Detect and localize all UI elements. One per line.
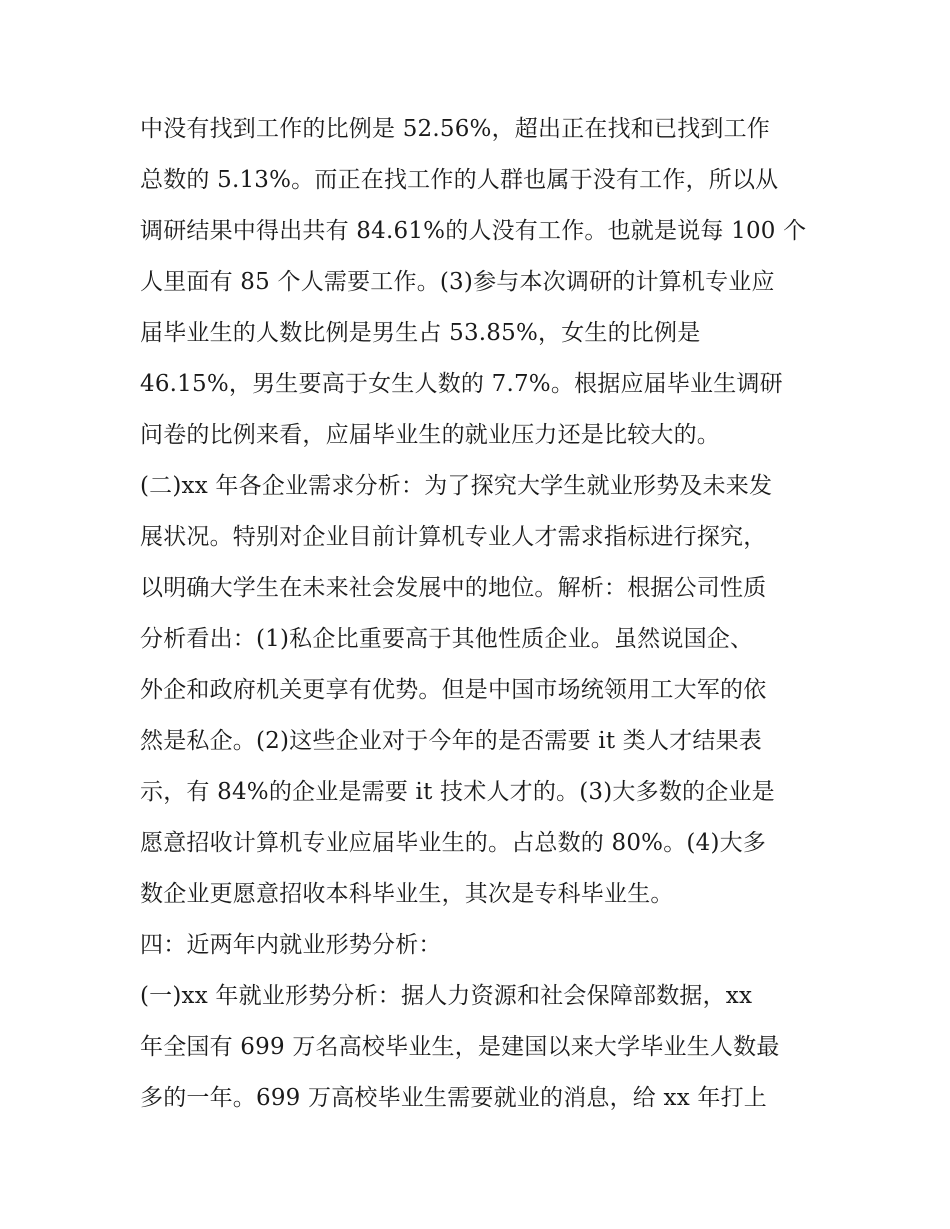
text-line: 分析看出：(1)私企比重要高于其他性质企业。虽然说国企、 [140,626,754,652]
text-line: 年全国有 699 万名高校毕业生，是建国以来大学毕业生人数最 [140,1034,780,1060]
text-line: 问卷的比例来看，应届毕业生的就业压力还是比较大的。 [140,422,720,448]
section-heading-line: (一)xx 年就业形势分析：据人力资源和社会保障部数据，xx [140,983,753,1009]
text-line: 展状况。特别对企业目前计算机专业人才需求指标进行探究， [140,524,767,550]
text-line: 示，有 84%的企业是需要 it 技术人才的。(3)大多数的企业是 [140,779,775,805]
text-line: 46.15%，男生要高于女生人数的 7.7%。根据应届毕业生调研 [140,371,783,397]
text-line: 然是私企。(2)这些企业对于今年的是否需要 it 类人才结果表 [140,728,763,754]
text-line: 调研结果中得出共有 84.61%的人没有工作。也就是说每 100 个 [140,218,807,244]
section-heading-line: (二)xx 年各企业需求分析：为了探究大学生就业形势及未来发 [140,473,773,499]
text-line: 中没有找到工作的比例是 52.56%，超出正在找和已找到工作 [140,116,771,142]
text-line: 总数的 5.13%。而正在找工作的人群也属于没有工作，所以从 [140,167,779,193]
body-text [140,109,820,1129]
text-line: 数企业更愿意招收本科毕业生，其次是专科毕业生。 [140,881,674,907]
text-line: 愿意招收计算机专业应届毕业生的。占总数的 80%。(4)大多 [140,830,767,856]
text-line: 届毕业生的人数比例是男生占 53.85%，女生的比例是 [140,320,701,346]
section-heading: 四：近两年内就业形势分析： [140,932,442,958]
text-line: 人里面有 85 个人需要工作。(3)参与本次调研的计算机专业应 [140,269,775,295]
text-line: 外企和政府机关更享有优势。但是中国市场统领用工大军的依 [140,677,767,703]
text-line: 多的一年。699 万高校毕业生需要就业的消息，给 xx 年打上 [140,1085,767,1111]
text-line: 以明确大学生在未来社会发展中的地位。解析：根据公司性质 [140,575,767,601]
